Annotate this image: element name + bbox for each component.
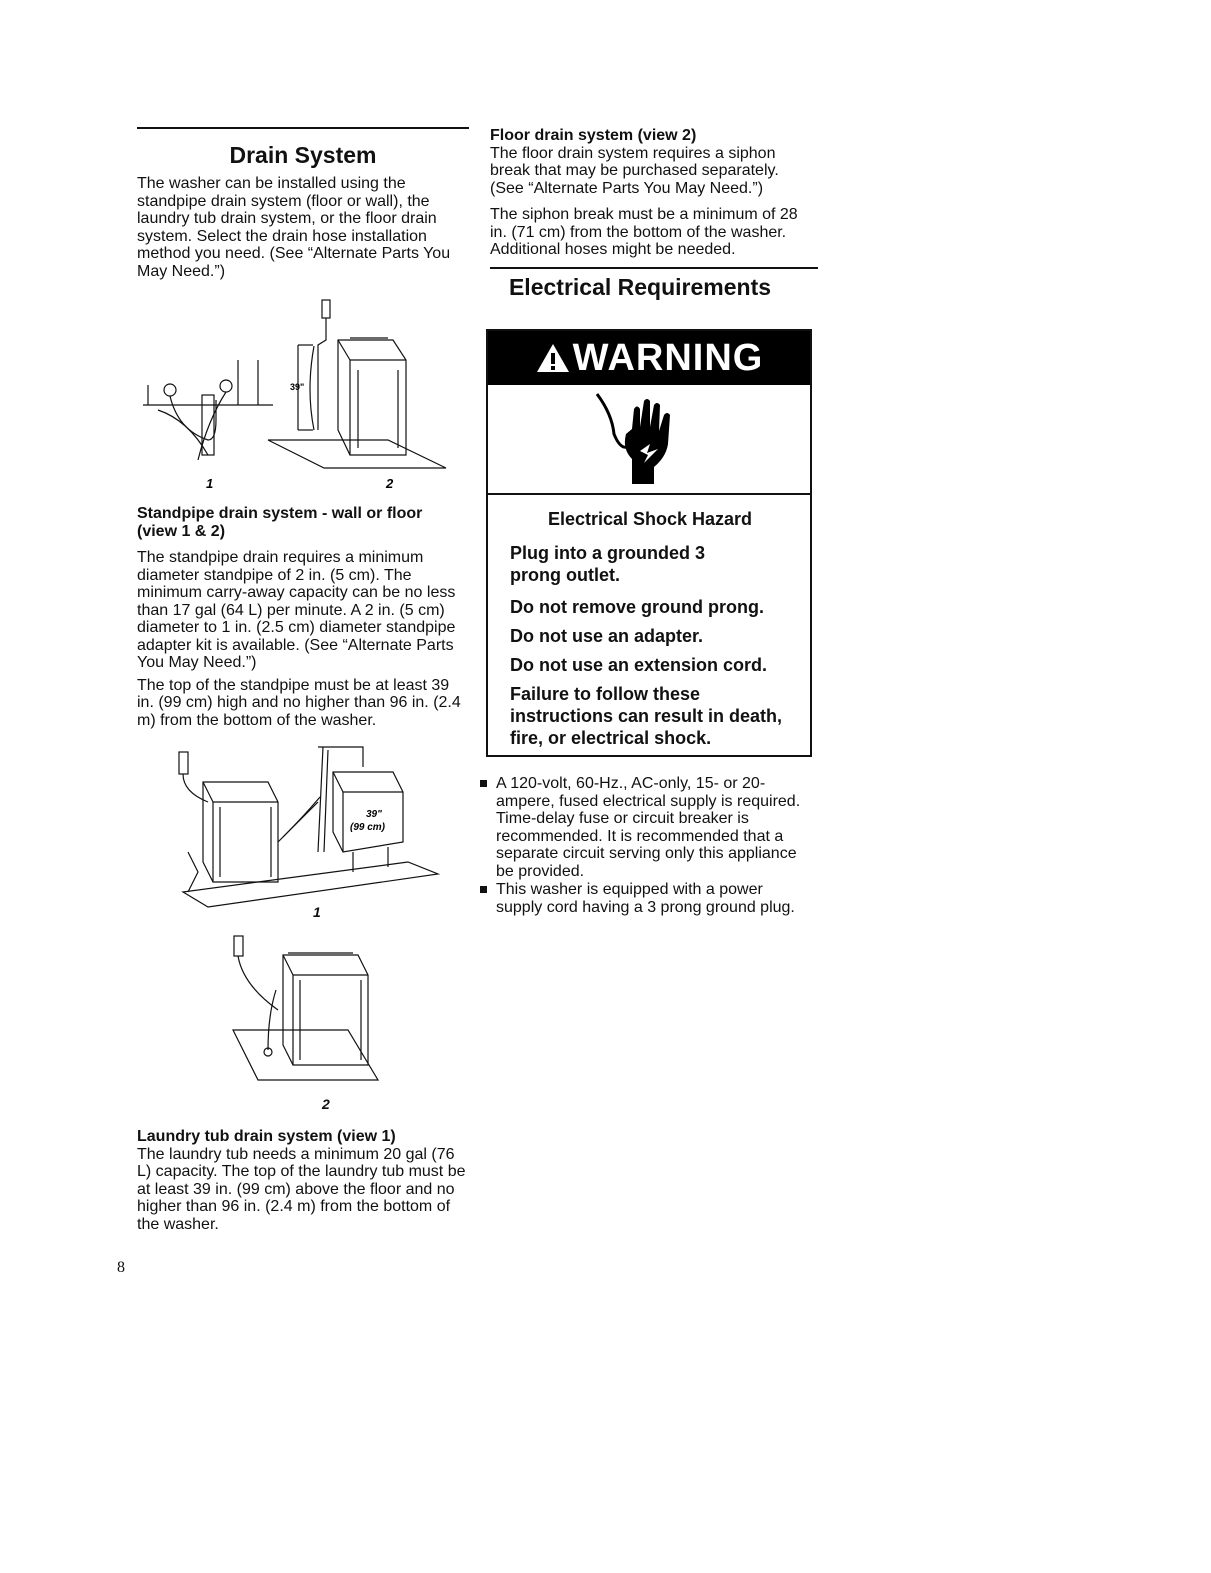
fig2-label: 1: [313, 904, 321, 920]
hazard-line-3: Do not use an adapter.: [510, 626, 704, 646]
hazard-line-4: Do not use an extension cord.: [510, 655, 768, 675]
laundry-tub-figure: [178, 742, 443, 922]
standpipe-heading: Standpipe drain system - wall or floor (view 1 & 2): [137, 505, 423, 540]
fig1-height-label: 39": [290, 382, 305, 392]
warning-word: WARNING: [572, 336, 764, 379]
laundry-tub-heading: Laundry tub drain system (view 1): [137, 1128, 396, 1145]
bullet-item: A 120-volt, 60-Hz., AC-only, 15- or 20-ampere, fused electrical supply is required. Time-delay fuse or circuit breaker is recommended. It is recommended that a separate circuit serving only this appliance be provided.: [478, 775, 812, 880]
fig2-height-label: 39": [366, 809, 382, 820]
right-column: [490, 127, 820, 301]
electrical-bullets: [478, 775, 812, 917]
shock-icon-area: [488, 385, 810, 495]
bullet-item: This washer is equipped with a power supply cord having a 3 prong ground plug.: [478, 881, 812, 916]
laundry-tub-section: [137, 1128, 469, 1233]
page-number: 8: [117, 1259, 125, 1276]
warning-triangle-icon: [535, 342, 571, 374]
standpipe-paragraph-2: The top of the standpipe must be at least 39 in. (99 cm) high and no higher than 96 in. (2.4 m) from the bottom of the washer.: [137, 676, 461, 729]
hazard-line-2: Do not remove ground prong.: [510, 597, 764, 617]
fig3-label: 2: [322, 1096, 330, 1112]
standpipe-paragraph-1: The standpipe drain requires a minimum diameter standpipe of 2 in. (5 cm). The minimum carry-away capacity can be no less than 17 gal (64 L) per minute. A 2 in. (5 cm) diameter to 1 in. (2.5 cm) diameter standpipe adapter kit is available. (See “Alternate Parts You May Need.”): [137, 549, 456, 671]
floor-drain-heading: Floor drain system (view 2): [490, 127, 697, 144]
floor-drain-paragraph-1: The floor drain system requires a siphon break that may be purchased separately. (See “Alternate Parts You May Need.”): [490, 144, 779, 197]
warning-box: [486, 329, 812, 757]
floor-drain-figure: [228, 935, 388, 1085]
bullet-square-icon: [480, 780, 487, 787]
electrical-title: Electrical Requirements: [508, 273, 772, 300]
electric-shock-hand-icon: [592, 389, 692, 489]
left-column: [137, 127, 469, 280]
hazard-line-5: Failure to follow these instructions can result in death, fire, or electrical shock.: [510, 684, 783, 748]
fig1-label-1: 1: [206, 476, 214, 490]
warning-header: [488, 331, 810, 385]
warning-text: [488, 495, 810, 749]
drain-system-title: Drain System: [229, 142, 377, 168]
fig2-height-label-cm: (99 cm): [350, 822, 386, 833]
laundry-tub-paragraph: The laundry tub needs a minimum 20 gal (76 L) capacity. The top of the laundry tub must be at least 39 in. (99 cm) above the floor and no higher than 96 in. (2.4 m) from the bottom of the washer.: [137, 1145, 466, 1233]
bullet-square-icon: [480, 886, 487, 893]
hazard-line-1: Plug into a grounded 3 prong outlet.: [510, 543, 705, 585]
standpipe-figure: [138, 290, 458, 490]
electrical-rule: [490, 267, 818, 269]
fig1-label-2: 2: [386, 476, 394, 490]
drain-intro-text: The washer can be installed using the standpipe drain system (floor or wall), the laundry tub drain system, or the floor drain system. Select the drain hose installation method you need. (See “Alternate Parts You May Need.”): [137, 175, 451, 280]
hazard-title: Electrical Shock Hazard: [547, 509, 753, 529]
section-rule: [137, 127, 469, 129]
floor-drain-paragraph-2: The siphon break must be a minimum of 28 in. (71 cm) from the bottom of the washer. Additional hoses might be needed.: [490, 206, 798, 258]
standpipe-section: [137, 505, 469, 729]
